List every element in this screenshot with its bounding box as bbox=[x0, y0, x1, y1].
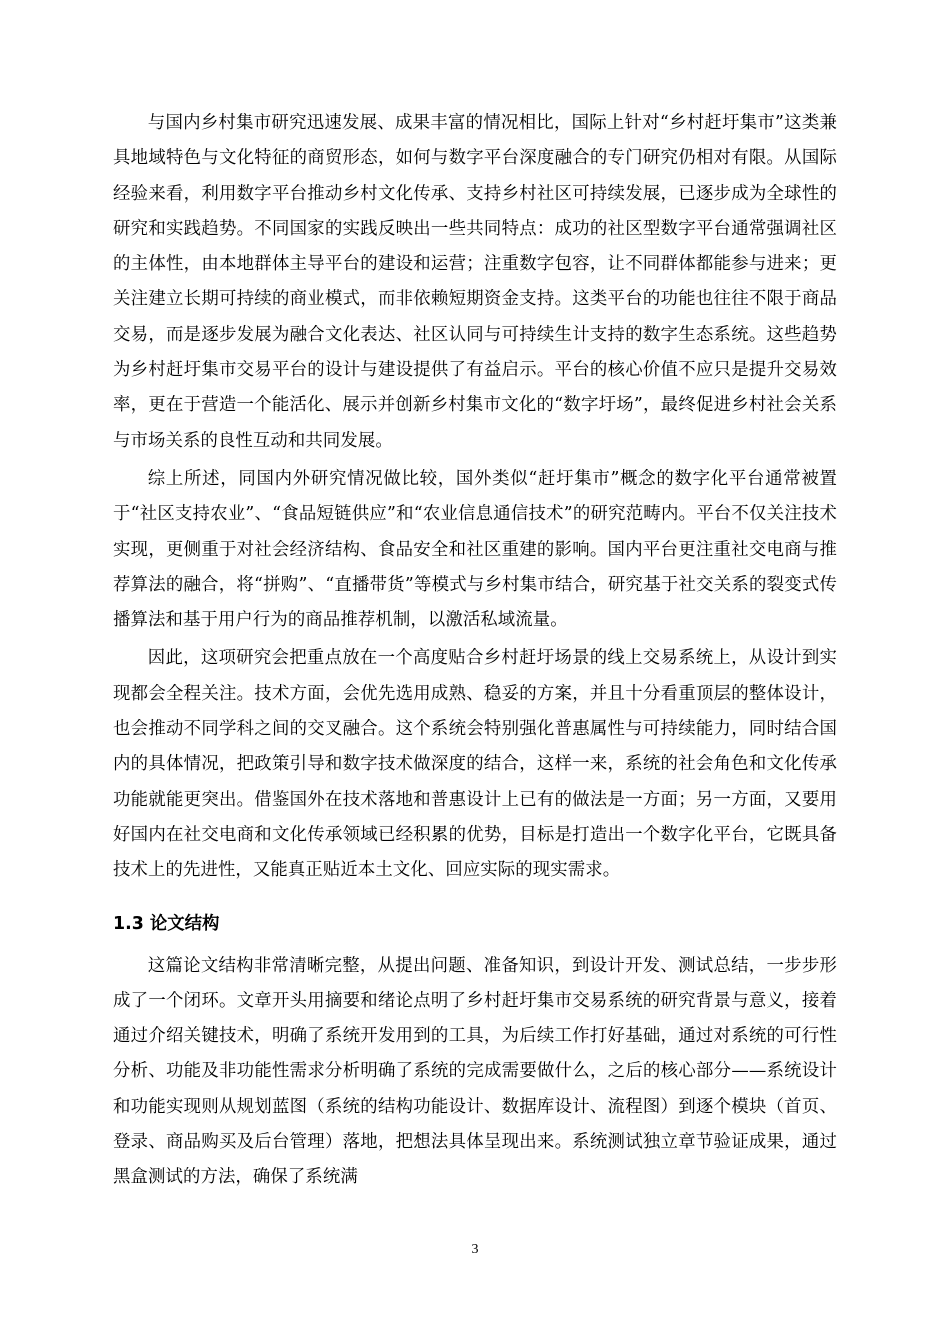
page-body bbox=[113, 106, 837, 1196]
paragraph-thesis-structure: 这篇论文结构非常清晰完整，从提出问题、准备知识，到设计开发、测试总结，一步步形成了一个闭环。文章开头用摘要和绪论点明了乡村赶圩集市交易系统的研究背景与意义，接着通过介绍关键技术，明确了系统开发用到的工具，为后续工作打好基础，通过对系统的可行性分析、功能及非功能性需求分析明确了系统的完成需要做什么，之后的核心部分——系统设计和功能实现则从规划蓝图（系统的结构功能设计、数据库设计、流程图）到逐个模块（首页、登录、商品购买及后台管理）落地，把想法具体呈现出来。系统测试独立章节验证成果，通过黑盒测试的方法，确保了系统满 bbox=[113, 955, 837, 1188]
page-number: 3 bbox=[471, 1242, 479, 1257]
section-heading: 1.3 论文结构 bbox=[113, 913, 220, 934]
paragraph-summary-comparison: 综上所述，同国内外研究情况做比较，国外类似“赶圩集市”概念的数字化平台通常被置于“社区支持农业”、“食品短链供应”和“农业信息通信技术”的研究范畴内。平台不仅关注技术实现，更侧重于对社会经济结构、食品安全和社区重建的影响。国内平台更注重社交电商与推荐算法的融合，将“拼购”、“直播带货”等模式与乡村集市结合，研究基于社交关系的裂变式传播算法和基于用户行为的商品推荐机制，以激活私域流量。 bbox=[113, 468, 837, 631]
paragraph-international-research: 与国内乡村集市研究迅速发展、成果丰富的情况相比，国际上针对“乡村赶圩集市”这类兼具地域特色与文化特征的商贸形态，如何与数字平台深度融合的专门研究仍相对有限。从国际经验来看，利用数字平台推动乡村文化传承、支持乡村社区可持续发展，已逐步成为全球性的研究和实践趋势。不同国家的实践反映出一些共同特点：成功的社区型数字平台通常强调社区的主体性，由本地群体主导平台的建设和运营；注重数字包容，让不同群体都能参与进来；更关注建立长期可持续的商业模式，而非依赖短期资金支持。这类平台的功能也往往不限于商品交易，而是逐步发展为融合文化表达、社区认同与可持续生计支持的数字生态系统。这些趋势为乡村赶圩集市交易平台的设计与建设提供了有益启示。平台的核心价值不应只是提升交易效率，更在于营造一个能活化、展示并创新乡村集市文化的“数字圩场”，最终促进乡村社会关系与市场关系的良性互动和共同发展。 bbox=[113, 113, 837, 451]
paragraph-research-focus: 因此，这项研究会把重点放在一个高度贴合乡村赶圩场景的线上交易系统上，从设计到实现都会全程关注。技术方面，会优先选用成熟、稳妥的方案，并且十分看重顶层的整体设计，也会推动不同学科之间的交叉融合。这个系统会特别强化普惠属性与可持续能力，同时结合国内的具体情况，把政策引导和数字技术做深度的结合，这样一来，系统的社会角色和文化传承功能就能更突出。借鉴国外在技术落地和普惠设计上已有的做法是一方面；另一方面，又要用好国内在社交电商和文化传承领域已经积累的优势，目标是打造出一个数字化平台，它既具备技术上的先进性，又能真正贴近本土文化、回应实际的现实需求。 bbox=[113, 648, 837, 881]
